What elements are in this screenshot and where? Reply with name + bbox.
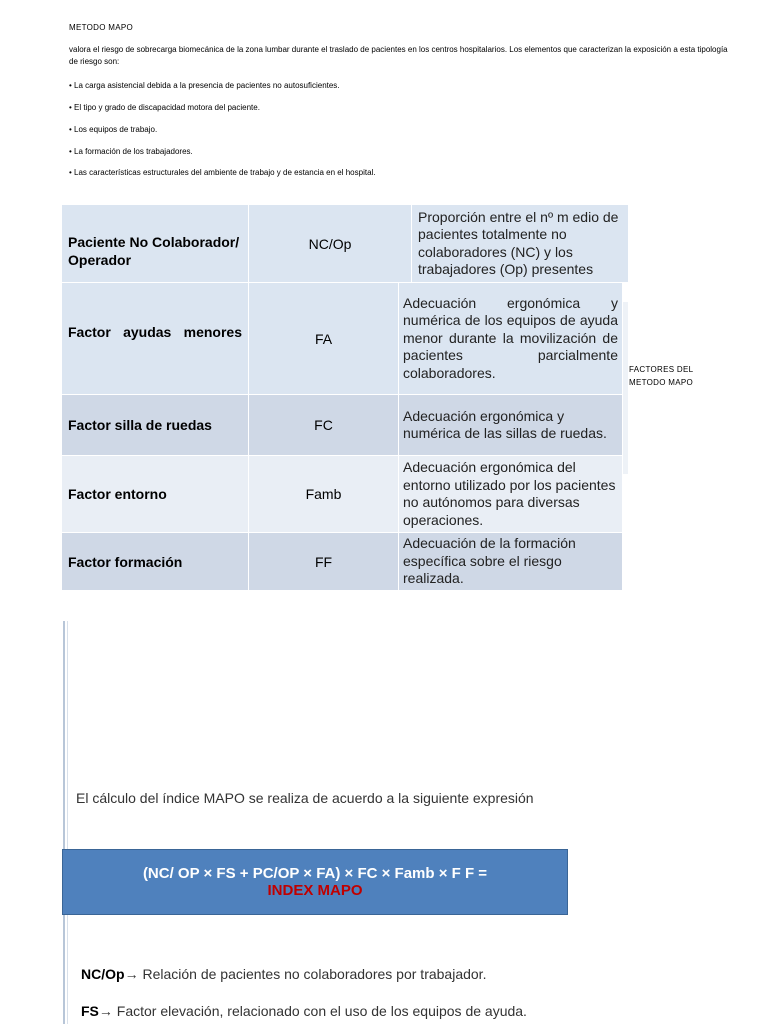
- factor-code: NC/Op: [249, 205, 412, 283]
- intro-paragraph: valora el riesgo de sobrecarga biomecánica de la zona lumbar durante el traslado de pacientes en los centros hospitalarios. Los elementos que caracterizan la exposición a esta tipología de riesgo son:: [69, 45, 728, 66]
- definition-item: [81, 966, 486, 982]
- factor-description: Adecuación ergonómica del entorno utilizado por los pacientes no autónomos para diversas operaciones.: [399, 456, 623, 533]
- table-row: [62, 533, 623, 591]
- factor-code: Famb: [249, 456, 399, 533]
- definition-term: FS: [81, 1003, 99, 1019]
- bullet-item: • La carga asistencial debida a la presencia de pacientes no autosuficientes.: [69, 81, 340, 90]
- factor-code: FA: [249, 283, 399, 395]
- bullet-item: • Las características estructurales del ambiente de trabajo y de estancia en el hospital.: [69, 168, 376, 177]
- calculation-text: El cálculo del índice MAPO se realiza de acuerdo a la siguiente expresión: [76, 790, 534, 806]
- definition-term: NC/Op: [81, 966, 125, 982]
- table-row: [62, 283, 623, 395]
- factors-table: [62, 205, 629, 591]
- side-label-line: METODO MAPO: [629, 378, 694, 387]
- factor-name: Factor ayudas menores: [62, 283, 249, 395]
- bullet-item: • Los equipos de trabajo.: [69, 125, 158, 134]
- table-row: [62, 456, 623, 533]
- bullet-item: • El tipo y grado de discapacidad motora del paciente.: [69, 103, 260, 112]
- factor-name: Factor silla de ruedas: [62, 395, 249, 456]
- formula-expression: (NC/ OP × FS + PC/OP × FA) × FC × Famb × F F =: [142, 865, 488, 882]
- factor-description: Proporción entre el nº m edio de pacientes totalmente no colaboradores (NC) y los trabajadores (Op) presentes: [412, 205, 629, 283]
- factor-description: Adecuación ergonómica y numérica de las sillas de ruedas.: [399, 395, 623, 456]
- definition-text: Relación de pacientes no colaboradores por trabajador.: [138, 966, 487, 982]
- definition-item: [81, 1003, 527, 1019]
- factor-name: Factor formación: [62, 533, 249, 591]
- margin-rule: [63, 621, 65, 1024]
- factor-name: Paciente No Colaborador/ Operador: [62, 205, 249, 283]
- document-title: METODO MAPO: [69, 23, 134, 32]
- factor-description: Adecuación de la formación específica sobre el riesgo realizada.: [399, 533, 623, 591]
- margin-rule: [67, 621, 68, 1024]
- formula-box: [62, 849, 568, 915]
- bullet-item: • La formación de los trabajadores.: [69, 147, 193, 156]
- side-bar: [623, 302, 628, 474]
- definition-text: Factor elevación, relacionado con el uso de los equipos de ayuda.: [112, 1003, 527, 1019]
- factor-name: Factor entorno: [62, 456, 249, 533]
- arrow-icon: →: [124, 966, 139, 982]
- factor-code: FF: [249, 533, 399, 591]
- table-row: [62, 395, 623, 456]
- arrow-icon: →: [98, 1003, 113, 1019]
- side-label-line: FACTORES DEL: [629, 365, 694, 374]
- formula-result: INDEX MAPO: [267, 882, 363, 899]
- factor-description: Adecuación ergonómica y numérica de los equipos de ayuda menor durante la movilización de pacientes parcialmente colaboradores.: [399, 283, 623, 395]
- table-row: [62, 205, 629, 283]
- side-label: [629, 363, 693, 389]
- factor-code: FC: [249, 395, 399, 456]
